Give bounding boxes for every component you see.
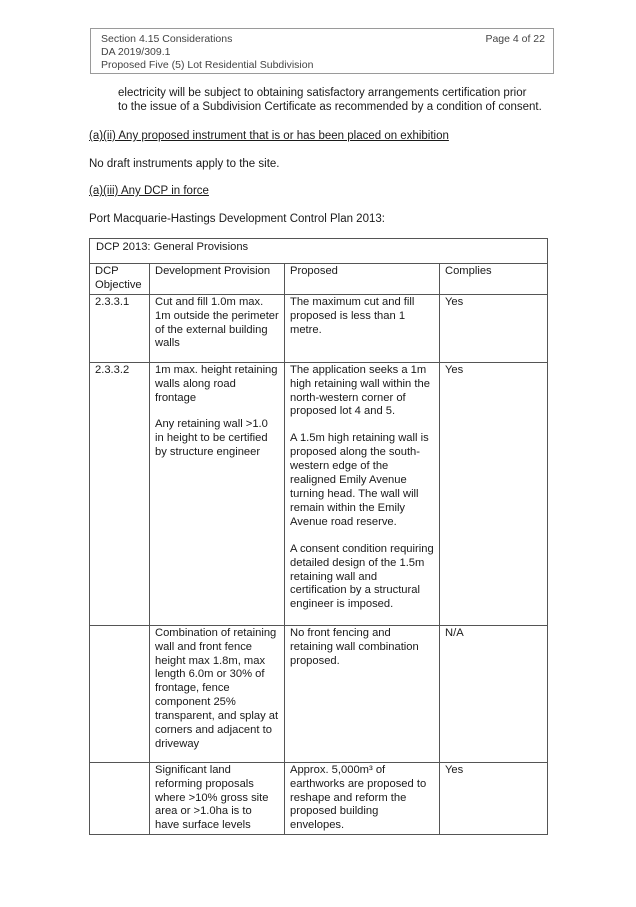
section-heading-a2: (a)(ii) Any proposed instrument that is or has been placed on exhibition xyxy=(89,130,449,142)
intro-paragraph xyxy=(118,86,542,114)
provision-cell xyxy=(150,625,285,762)
table-header-row xyxy=(90,263,548,294)
provision-text: Significant land reforming proposals where >10% gross site area or >1.0ha is to have surface levels xyxy=(155,763,269,832)
provision-cell xyxy=(150,762,285,835)
header-da-number: DA 2019/309.1 xyxy=(101,46,171,58)
provision-cell xyxy=(150,294,285,362)
proposed-cell xyxy=(285,625,440,762)
header-section: Section 4.15 Considerations xyxy=(101,33,233,45)
provision-text: Any retaining wall >1.0 in height to be certified by structure engineer xyxy=(155,418,268,459)
proposed-cell xyxy=(285,762,440,835)
column-header: DCP Objective xyxy=(90,263,150,294)
section-text-a2: No draft instruments apply to the site. xyxy=(89,158,280,170)
dcp-title: Port Macquarie-Hastings Development Control Plan 2013: xyxy=(89,213,385,225)
objective-cell: 2.3.3.2 xyxy=(90,362,150,625)
table-row xyxy=(90,294,548,362)
proposed-cell xyxy=(285,294,440,362)
provision-text: 1m max. height retaining walls along road frontage xyxy=(155,363,278,404)
proposed-text: The maximum cut and fill proposed is less than 1 metre. xyxy=(290,295,415,336)
column-header: Development Provision xyxy=(150,263,285,294)
intro-line: electricity will be subject to obtaining satisfactory arrangements certification prior xyxy=(118,87,527,99)
page-number: Page 4 of 22 xyxy=(485,33,545,45)
provision-text: Combination of retaining wall and front fence height max 1.8m, max length 6.0m or 30% of frontage, fence component 25% transparent, and splay at corners and adjacent to driveway xyxy=(155,626,279,750)
complies-cell: N/A xyxy=(440,625,548,762)
table-title-row xyxy=(90,239,548,264)
proposed-text: The application seeks a 1m high retaining wall within the north-western corner of proposed lot 4 and 5. xyxy=(290,363,430,418)
table-row xyxy=(90,625,548,762)
proposed-text: A 1.5m high retaining wall is proposed along the south-western edge of the realigned Emily Avenue turning head. The wall will remain within the Emily Avenue road reserve. xyxy=(290,432,429,528)
objective-cell xyxy=(90,625,150,762)
provision-cell xyxy=(150,362,285,625)
column-header: Proposed xyxy=(285,263,440,294)
provision-text: Cut and fill 1.0m max. 1m outside the perimeter of the external building walls xyxy=(155,295,279,350)
dcp-provisions-table xyxy=(89,238,548,835)
complies-cell: Yes xyxy=(440,762,548,835)
complies-cell: Yes xyxy=(440,294,548,362)
column-header: Complies xyxy=(440,263,548,294)
table-row xyxy=(90,362,548,625)
header-proposal: Proposed Five (5) Lot Residential Subdivision xyxy=(101,59,314,71)
proposed-text: No front fencing and retaining wall combination proposed. xyxy=(290,626,419,667)
objective-cell xyxy=(90,762,150,835)
intro-line: to the issue of a Subdivision Certificate as recommended by a condition of consent. xyxy=(118,101,542,113)
proposed-text: Approx. 5,000m³ of earthworks are proposed to reshape and reform the proposed building envelopes. xyxy=(290,763,427,832)
complies-cell: Yes xyxy=(440,362,548,625)
table-title: DCP 2013: General Provisions xyxy=(90,239,548,264)
table-row xyxy=(90,762,548,835)
proposed-cell xyxy=(285,362,440,625)
section-heading-a3: (a)(iii) Any DCP in force xyxy=(89,185,209,197)
page-header xyxy=(90,28,554,74)
proposed-text: A consent condition requiring detailed design of the 1.5m retaining wall and certification by a structural engineer is imposed. xyxy=(290,542,434,611)
objective-cell: 2.3.3.1 xyxy=(90,294,150,362)
